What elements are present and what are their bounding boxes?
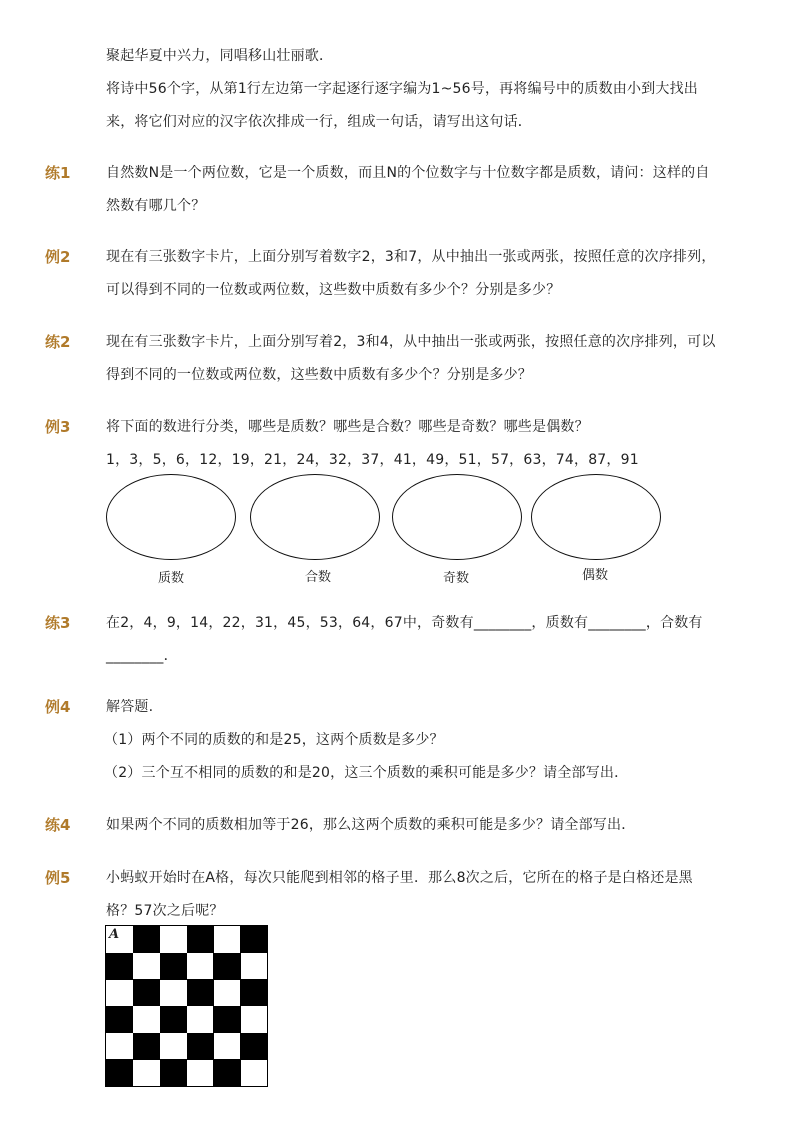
- category-ellipse-composite: [250, 474, 380, 560]
- white-cell: [106, 979, 133, 1006]
- cell-a-label: A: [109, 927, 120, 942]
- black-cell: [160, 1006, 187, 1033]
- black-cell: [240, 1033, 267, 1060]
- example-3-numbers: 1，3，5，6，12，19，21，24，32，37，41，49，51，57，63，74，87，91: [106, 452, 639, 468]
- black-cell: [187, 979, 214, 1006]
- black-cell: [106, 953, 133, 980]
- category-label-odd: 奇数: [442, 571, 469, 586]
- black-cell: [133, 1033, 160, 1060]
- example-4-line-3: （2）三个互不相同的质数的和是20，这三个质数的乘积可能是多少？请全部写出．: [104, 765, 629, 781]
- example-4-label: 例4: [45, 698, 71, 716]
- white-cell: [160, 979, 187, 1006]
- exercise-3-line-2: ________．: [106, 648, 178, 664]
- white-cell: [133, 1059, 160, 1086]
- white-cell: [160, 926, 187, 953]
- example-3-label: 例3: [45, 418, 71, 436]
- category-ellipse-prime: [106, 474, 236, 560]
- white-cell: [213, 979, 240, 1006]
- example-5-line-2: 格？57次之后呢？: [106, 903, 224, 919]
- category-ellipse-odd: [392, 474, 522, 560]
- white-cell: [240, 1006, 267, 1033]
- white-cell: [106, 1033, 133, 1060]
- exercise-2-line-1: 现在有三张数字卡片，上面分别写着2，3和4，从中抽出一张或两张，按照任意的次序排列，可以: [106, 334, 716, 350]
- intro-line-2: 将诗中56个字，从第1行左边第一字起逐行逐字编为1~56号，再将编号中的质数由小到大找出: [106, 81, 698, 97]
- black-cell: [240, 979, 267, 1006]
- example-2-label: 例2: [45, 248, 71, 266]
- black-cell: [160, 1059, 187, 1086]
- black-cell: [106, 1059, 133, 1086]
- white-cell: [187, 953, 214, 980]
- black-cell: [106, 1006, 133, 1033]
- exercise-1-label: 练1: [45, 164, 71, 182]
- example-3-line-1: 将下面的数进行分类，哪些是质数？哪些是合数？哪些是奇数？哪些是偶数？: [106, 419, 589, 435]
- intro-line-1: 聚起华夏中兴力，同唱移山壮丽歌．: [106, 48, 334, 64]
- black-cell: [133, 926, 160, 953]
- example-2-line-2: 可以得到不同的一位数或两位数，这些数中质数有多少个？分别是多少？: [106, 282, 561, 298]
- exercise-2-label: 练2: [45, 333, 71, 351]
- intro-line-3: 来，将它们对应的汉字依次排成一行，组成一句话，请写出这句话．: [106, 114, 532, 130]
- exercise-4-label: 练4: [45, 816, 71, 834]
- category-label-even: 偶数: [581, 568, 608, 583]
- exercise-1-line-1: 自然数N是一个两位数，它是一个质数，而且N的个位数字与十位数字都是质数，请问：这样的自: [106, 165, 710, 181]
- white-cell: [213, 1033, 240, 1060]
- category-label-prime: 质数: [157, 571, 184, 586]
- example-5-line-1: 小蚂蚁开始时在A格，每次只能爬到相邻的格子里．那么8次之后，它所在的格子是白格还是黑: [106, 870, 693, 886]
- checkerboard: [105, 925, 268, 1087]
- exercise-3-label: 练3: [45, 614, 71, 632]
- white-cell: [213, 926, 240, 953]
- example-4-line-1: 解答题.: [106, 699, 154, 715]
- white-cell: [187, 1059, 214, 1086]
- black-cell: [213, 1059, 240, 1086]
- black-cell: [240, 926, 267, 953]
- black-cell: [187, 926, 214, 953]
- black-cell: [160, 953, 187, 980]
- white-cell: [133, 953, 160, 980]
- white-cell: [133, 1006, 160, 1033]
- example-2-line-1: 现在有三张数字卡片，上面分别写着数字2，3和7，从中抽出一张或两张，按照任意的次序排列，: [106, 249, 716, 265]
- category-ellipse-even: [531, 474, 661, 560]
- black-cell: [213, 953, 240, 980]
- example-5-label: 例5: [45, 869, 71, 887]
- black-cell: [133, 979, 160, 1006]
- white-cell: [160, 1033, 187, 1060]
- white-cell: [240, 1059, 267, 1086]
- white-cell: [240, 953, 267, 980]
- exercise-1-line-2: 然数有哪几个？: [106, 198, 206, 214]
- black-cell: [187, 1033, 214, 1060]
- example-4-line-2: （1）两个不同的质数的和是25，这两个质数是多少？: [104, 732, 444, 748]
- black-cell: [213, 1006, 240, 1033]
- exercise-4-line-1: 如果两个不同的质数相加等于26，那么这两个质数的乘积可能是多少？请全部写出．: [106, 817, 636, 833]
- exercise-3-line-1: 在2，4，9，14，22，31，45，53，64，67中，奇数有________，质数有________，合数有: [106, 615, 703, 631]
- category-label-composite: 合数: [304, 570, 331, 585]
- white-cell: [187, 1006, 214, 1033]
- exercise-2-line-2: 得到不同的一位数或两位数，这些数中质数有多少个？分别是多少？: [106, 367, 532, 383]
